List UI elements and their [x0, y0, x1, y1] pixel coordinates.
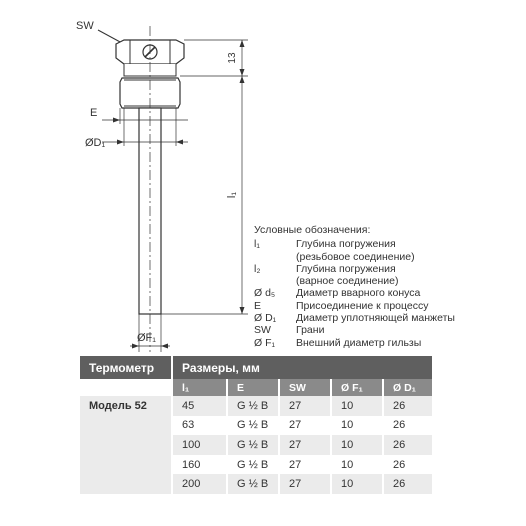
table-row — [80, 435, 432, 455]
arrow-13-top — [240, 40, 245, 47]
model-label: Модель 52 — [80, 396, 172, 416]
arrow-l1-top — [240, 76, 245, 83]
table-cell: G ½ B — [227, 474, 279, 494]
legend-item — [254, 287, 520, 299]
table-cell: 10 — [331, 416, 383, 436]
arrow-f1-right — [161, 344, 168, 349]
table-cell: 63 — [172, 416, 227, 436]
table-cell: G ½ B — [227, 455, 279, 475]
legend-symbol: l₂ — [254, 262, 261, 275]
legend-desc: Глубина погружения — [296, 238, 396, 251]
legend-symbol: Ø D₁ — [254, 312, 277, 325]
legend-symbol: Ø F₁ — [254, 336, 276, 349]
legend — [254, 224, 520, 349]
arrow-d1-left — [117, 140, 124, 145]
legend-desc: Присоединение к процессу — [296, 299, 429, 312]
table-header-row — [80, 356, 432, 379]
table-cell: 45 — [172, 396, 227, 416]
col-header: SW — [279, 379, 331, 396]
legend-desc: Грани — [296, 324, 325, 337]
col-header: E — [227, 379, 279, 396]
col-header: Ø F₁ — [331, 379, 383, 396]
legend-desc-cont: (варное соединение) — [296, 275, 399, 288]
table-cell: 26 — [383, 416, 432, 436]
dimensions-table — [80, 356, 432, 494]
table-cell: 26 — [383, 474, 432, 494]
col-header-thermometer: Термометр — [80, 356, 172, 379]
table-cell: 26 — [383, 435, 432, 455]
sw-leader-line — [98, 30, 122, 43]
legend-symbol: E — [254, 299, 262, 312]
legend-desc: Диаметр уплотняющей манжеты — [296, 312, 455, 325]
label-d1: ØD₁ — [85, 137, 106, 149]
table-row — [80, 455, 432, 475]
table-cell: 26 — [383, 455, 432, 475]
label-sw: SW — [76, 20, 94, 32]
legend-symbol: l₁ — [254, 238, 260, 251]
table-cell: 27 — [279, 435, 331, 455]
table-cell: 27 — [279, 474, 331, 494]
table-row — [80, 396, 432, 416]
table-row — [80, 416, 432, 436]
legend-symbol: Ø d₅ — [254, 287, 276, 300]
table-cell: 200 — [172, 474, 227, 494]
legend-desc: Глубина погружения — [296, 262, 396, 275]
table-cell: 100 — [172, 435, 227, 455]
table-subheader-row — [80, 379, 432, 396]
col-header: Ø D₁ — [383, 379, 432, 396]
arrow-l1-bottom — [240, 307, 245, 314]
legend-item — [254, 312, 520, 324]
label-f1: ØF₁ — [137, 332, 156, 344]
label-e: E — [90, 107, 98, 119]
table-cell: 10 — [331, 455, 383, 475]
legend-item — [254, 300, 520, 312]
col-header: l₁ — [172, 379, 227, 396]
table-cell: 10 — [331, 474, 383, 494]
legend-desc: Диаметр вварного конуса — [296, 287, 421, 300]
table-cell: 26 — [383, 396, 432, 416]
arrow-e — [113, 118, 120, 123]
legend-desc: Внешний диаметр гильзы — [296, 336, 422, 349]
legend-desc-cont: (резьбовое соединение) — [296, 250, 415, 263]
legend-item — [254, 337, 520, 349]
legend-item — [254, 324, 520, 336]
table-cell: 27 — [279, 455, 331, 475]
arrow-f1-left — [132, 344, 139, 349]
legend-symbol: SW — [254, 324, 271, 337]
legend-heading: Условные обозначения: — [254, 224, 371, 236]
legend-item — [254, 263, 520, 288]
group-header-dimensions: Размеры, мм — [172, 356, 432, 379]
table-cell: 10 — [331, 396, 383, 416]
table-cell: 160 — [172, 455, 227, 475]
arrow-d1-right — [176, 140, 183, 145]
table-cell: G ½ B — [227, 396, 279, 416]
arrow-13-bottom — [240, 69, 245, 76]
table-cell: G ½ B — [227, 435, 279, 455]
table-cell: 10 — [331, 435, 383, 455]
table-cell: 27 — [279, 396, 331, 416]
table-cell: G ½ B — [227, 416, 279, 436]
label-13: 13 — [227, 52, 238, 64]
table-row — [80, 474, 432, 494]
legend-item — [254, 238, 520, 263]
table-cell: 27 — [279, 416, 331, 436]
label-l1: l₁ — [226, 191, 238, 199]
